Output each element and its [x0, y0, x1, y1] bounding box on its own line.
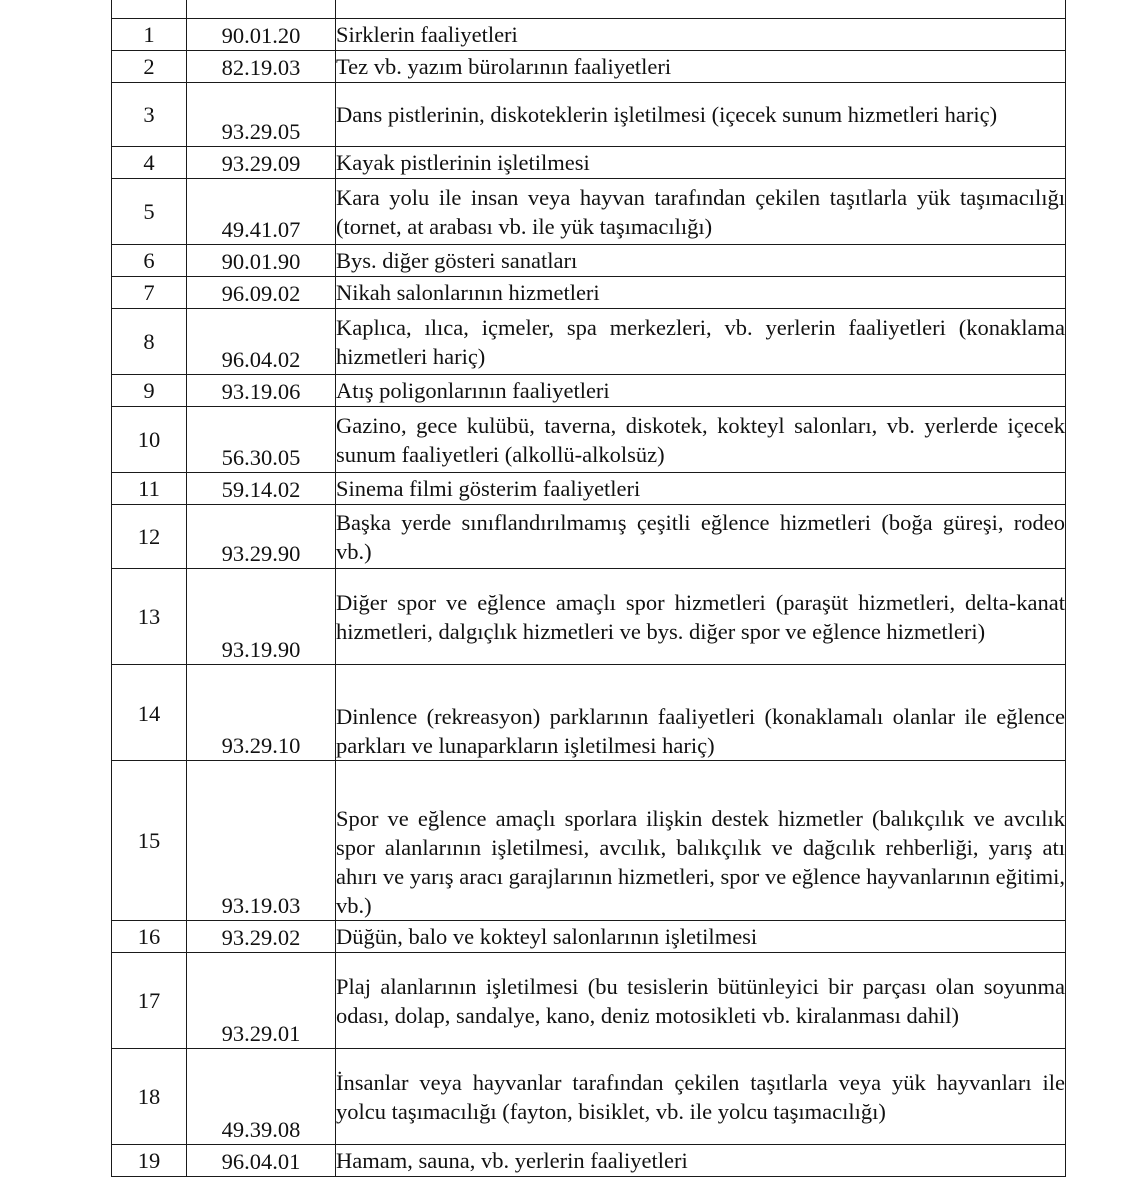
row-number: 17 — [112, 953, 187, 1049]
activity-code: 93.19.06 — [187, 375, 336, 407]
activity-description: Atış poligonlarının faaliyetleri — [336, 375, 1066, 407]
row-number: 11 — [112, 473, 187, 505]
table-row — [112, 309, 1066, 375]
activity-code: 90.01.90 — [187, 245, 336, 277]
row-number: 13 — [112, 569, 187, 665]
table-row — [112, 83, 1066, 147]
row-number: 12 — [112, 505, 187, 569]
row-number: 16 — [112, 921, 187, 953]
table-row — [112, 277, 1066, 309]
table-row — [112, 375, 1066, 407]
activity-code: 93.29.01 — [187, 953, 336, 1049]
row-number: 5 — [112, 179, 187, 245]
row-number: 14 — [112, 665, 187, 761]
row-number: 2 — [112, 51, 187, 83]
row-number: 3 — [112, 83, 187, 147]
activity-description: Başka yerde sınıflandırılmamış çeşitli eğlence hizmetleri (boğa güreşi, rodeo vb.) — [336, 505, 1066, 569]
row-number: 15 — [112, 761, 187, 921]
row-number: 6 — [112, 245, 187, 277]
activity-description: Diğer spor ve eğlence amaçlı spor hizmetleri (paraşüt hizmetleri, delta-kanat hizmetleri, dalgıçlık hizmetleri ve bys. diğer spor ve eğlence hizmetleri) — [336, 569, 1066, 665]
table-row — [112, 569, 1066, 665]
activity-code — [187, 0, 336, 19]
table-row — [112, 665, 1066, 761]
activity-code: 93.29.02 — [187, 921, 336, 953]
activity-code: 93.29.09 — [187, 147, 336, 179]
row-number: 8 — [112, 309, 187, 375]
activity-description: Hamam, sauna, vb. yerlerin faaliyetleri — [336, 1145, 1066, 1177]
row-number: 18 — [112, 1049, 187, 1145]
activity-code: 93.19.03 — [187, 761, 336, 921]
activity-description: Spor ve eğlence amaçlı sporlara ilişkin destek hizmetler (balıkçılık ve avcılık spor alanlarının işletilmesi, avcılık, balıkçılık ve dağcılık rehberliği, yarış atı ahırı ve yarış aracı garajlarının hizmetleri, spor ve eğlence hayvanlarının eğitimi, vb.) — [336, 761, 1066, 921]
table-row — [112, 407, 1066, 473]
activity-description: Sinema filmi gösterim faaliyetleri — [336, 473, 1066, 505]
activity-description: Kaplıca, ılıca, içmeler, spa merkezleri, vb. yerlerin faaliyetleri (konaklama hizmetleri hariç) — [336, 309, 1066, 375]
table-row — [112, 51, 1066, 83]
activity-description — [336, 0, 1066, 19]
row-number: 1 — [112, 19, 187, 51]
activity-description: Kara yolu ile insan veya hayvan tarafından çekilen taşıtlarla yük taşımacılığı (tornet, at arabası vb. ile yük taşımacılığı) — [336, 179, 1066, 245]
activity-code-table — [111, 0, 1066, 1177]
table-row — [112, 179, 1066, 245]
activity-code: 49.41.07 — [187, 179, 336, 245]
row-number — [112, 0, 187, 19]
table-row — [112, 1049, 1066, 1145]
activity-description: Bys. diğer gösteri sanatları — [336, 245, 1066, 277]
activity-code: 93.29.10 — [187, 665, 336, 761]
activity-description: Sirklerin faaliyetleri — [336, 19, 1066, 51]
table-row — [112, 473, 1066, 505]
activity-code: 56.30.05 — [187, 407, 336, 473]
activity-description: Dans pistlerinin, diskoteklerin işletilmesi (içecek sunum hizmetleri hariç) — [336, 83, 1066, 147]
table-row — [112, 1145, 1066, 1177]
activity-description: Dinlence (rekreasyon) parklarının faaliyetleri (konaklamalı olanlar ile eğlence parkları ve lunaparkların işletilmesi hariç) — [336, 665, 1066, 761]
table-row-header-stub — [112, 0, 1066, 19]
activity-code: 93.29.90 — [187, 505, 336, 569]
activity-code: 96.09.02 — [187, 277, 336, 309]
table-row — [112, 505, 1066, 569]
table-row — [112, 761, 1066, 921]
activity-code: 82.19.03 — [187, 51, 336, 83]
activity-description: Düğün, balo ve kokteyl salonlarının işletilmesi — [336, 921, 1066, 953]
activity-description: Plaj alanlarının işletilmesi (bu tesislerin bütünleyici bir parçası olan soyunma odası, dolap, sandalye, kano, deniz motosikleti vb. kiralanması dahil) — [336, 953, 1066, 1049]
activity-code: 59.14.02 — [187, 473, 336, 505]
activity-code: 90.01.20 — [187, 19, 336, 51]
row-number: 10 — [112, 407, 187, 473]
row-number: 7 — [112, 277, 187, 309]
row-number: 9 — [112, 375, 187, 407]
table-body — [112, 0, 1066, 1177]
table-row — [112, 19, 1066, 51]
activity-code: 96.04.02 — [187, 309, 336, 375]
activity-code: 93.19.90 — [187, 569, 336, 665]
table-row — [112, 245, 1066, 277]
activity-description: Tez vb. yazım bürolarının faaliyetleri — [336, 51, 1066, 83]
activity-description: Nikah salonlarının hizmetleri — [336, 277, 1066, 309]
table-row — [112, 921, 1066, 953]
activity-code: 93.29.05 — [187, 83, 336, 147]
row-number: 4 — [112, 147, 187, 179]
activity-code: 49.39.08 — [187, 1049, 336, 1145]
activity-description: İnsanlar veya hayvanlar tarafından çekilen taşıtlarla veya yük hayvanları ile yolcu taşımacılığı (fayton, bisiklet, vb. ile yolcu taşımacılığı) — [336, 1049, 1066, 1145]
activity-description: Kayak pistlerinin işletilmesi — [336, 147, 1066, 179]
row-number: 19 — [112, 1145, 187, 1177]
table-row — [112, 953, 1066, 1049]
activity-code: 96.04.01 — [187, 1145, 336, 1177]
table-row — [112, 147, 1066, 179]
activity-description: Gazino, gece kulübü, taverna, diskotek, kokteyl salonları, vb. yerlerde içecek sunum faaliyetleri (alkollü-alkolsüz) — [336, 407, 1066, 473]
